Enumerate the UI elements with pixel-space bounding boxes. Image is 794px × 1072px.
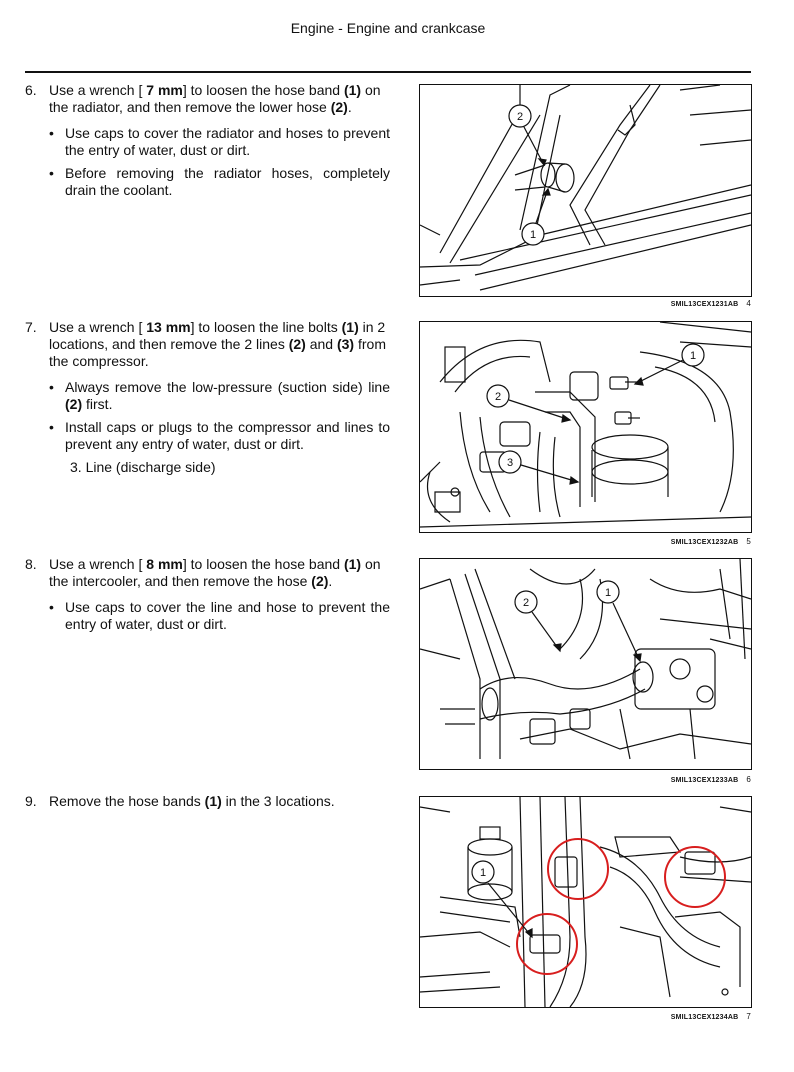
step-text: Remove the hose bands (1) in the 3 locations.: [49, 793, 335, 809]
header-rule: [25, 71, 751, 73]
svg-text:3: 3: [506, 457, 514, 469]
figure-7-hose-bands: [419, 796, 752, 1008]
callout-1: [635, 344, 704, 385]
figure-7-caption: SMIL13CEX1234AB 7: [670, 1012, 751, 1021]
svg-text:1: 1: [479, 867, 487, 879]
step-bullets: [49, 125, 390, 199]
step-text: Use a wrench [ 8 mm] to loosen the hose band (1) on the intercooler, and then remove the hose (2).: [49, 556, 381, 589]
step-bullets: [49, 599, 390, 633]
step-text: Use a wrench [ 13 mm] to loosen the line bolts (1) in 2 locations, and then remove the 2 lines (2) and (3) from the compressor.: [49, 319, 386, 369]
figure-5-caption: SMIL13CEX1232AB 5: [670, 537, 751, 546]
legend-line-3: 3. Line (discharge side): [70, 459, 216, 475]
bullet-item: • Use caps to cover the line and hose to prevent the entry of water, dust or dirt.: [49, 599, 390, 633]
svg-text:2: 2: [494, 391, 502, 403]
step-number: 9.: [25, 793, 37, 809]
figure-4-caption: SMIL13CEX1231AB 4: [670, 299, 751, 308]
page-header: Engine - Engine and crankcase: [290, 20, 486, 36]
step-number: 7.: [25, 319, 37, 335]
step-number: 8.: [25, 556, 37, 572]
callout-1: [597, 581, 641, 661]
svg-text:1: 1: [604, 587, 612, 599]
step-number: 6.: [25, 82, 37, 98]
svg-text:2: 2: [522, 597, 530, 609]
callout-2: [515, 591, 561, 651]
bullet-item: • Install caps or plugs to the compressor and lines to prevent any entry of water, dust or dirt.: [49, 419, 390, 453]
figure-5-compressor-lines: [419, 321, 752, 533]
step-6: [25, 82, 390, 205]
bullet-item: • Before removing the radiator hoses, completely drain the coolant.: [49, 165, 390, 199]
hose-band-highlight-3: [665, 847, 725, 907]
callout-1: [522, 189, 550, 245]
figure-6-intercooler-hose: [419, 558, 752, 770]
step-9: [25, 793, 390, 810]
callout-2: [487, 385, 570, 422]
figure-6-caption: SMIL13CEX1233AB 6: [670, 775, 751, 784]
hose-band-highlight-2: [548, 839, 608, 899]
bullet-item: • Always remove the low-pressure (suction side) line (2) first.: [49, 379, 390, 413]
step-7: [25, 319, 390, 476]
svg-text:1: 1: [689, 350, 697, 362]
hose-band-highlight-1: [517, 914, 577, 974]
step-text: Use a wrench [ 7 mm] to loosen the hose band (1) on the radiator, and then remove the lower hose (2).: [49, 82, 381, 115]
step-bullets: [49, 379, 390, 453]
step-8: [25, 556, 390, 639]
bullet-item: • Use caps to cover the radiator and hoses to prevent the entry of water, dust or dirt.: [49, 125, 390, 159]
svg-text:2: 2: [516, 111, 524, 123]
figure-4-radiator-hose: [419, 84, 752, 297]
svg-text:1: 1: [529, 229, 537, 241]
